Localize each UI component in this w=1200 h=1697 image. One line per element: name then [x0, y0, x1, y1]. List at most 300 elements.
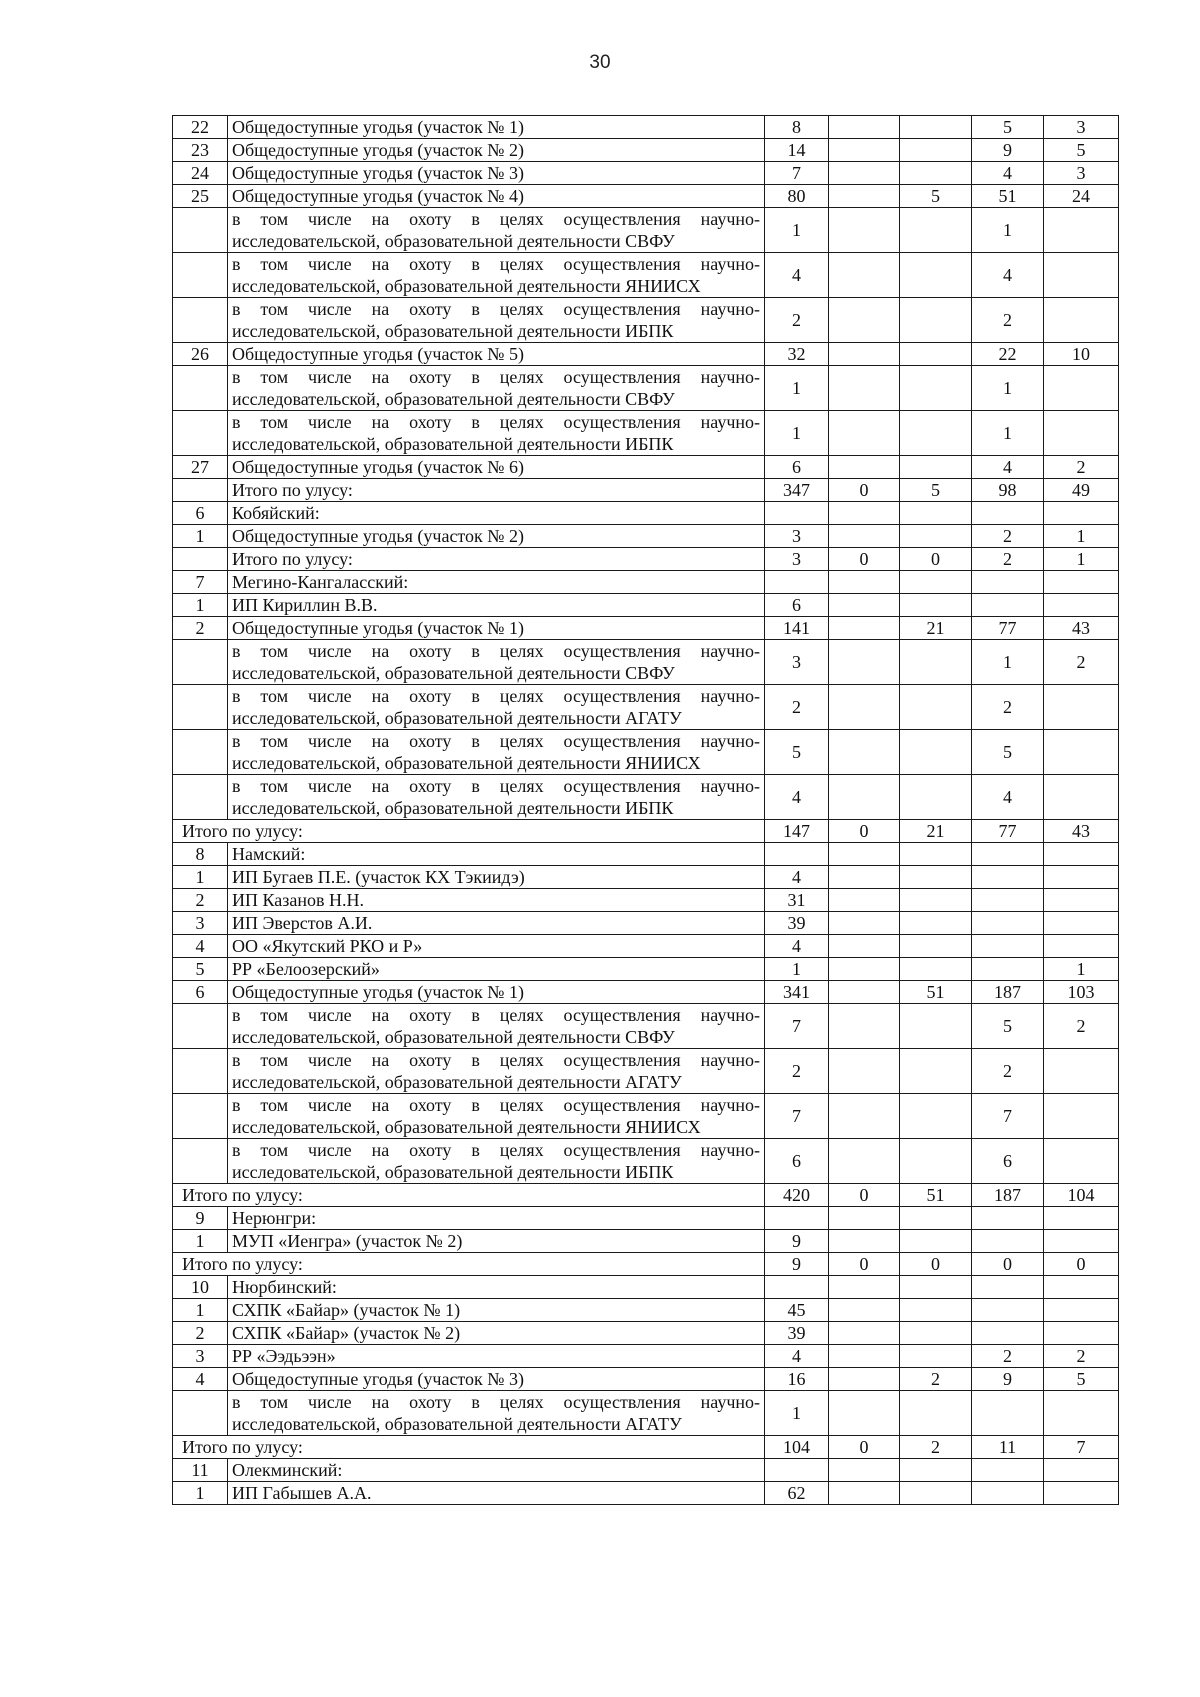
value-cell: 2 — [972, 1049, 1044, 1094]
value-cell — [829, 116, 900, 139]
table-row — [173, 889, 1119, 912]
value-cell — [972, 1322, 1044, 1345]
value-cell — [1044, 1482, 1119, 1505]
value-cell — [829, 571, 900, 594]
value-cell — [829, 343, 900, 366]
value-cell — [900, 1094, 972, 1139]
table-row — [173, 571, 1119, 594]
value-cell: 7 — [1044, 1436, 1119, 1459]
value-cell — [900, 1459, 972, 1482]
value-cell — [1044, 843, 1119, 866]
value-cell — [829, 1299, 900, 1322]
row-number — [173, 1004, 228, 1049]
value-cell: 9 — [765, 1253, 829, 1276]
row-number — [173, 730, 228, 775]
description-line-1: в том числе на охоту в целях осуществления научно- — [232, 299, 760, 319]
row-name: ИП Кириллин В.В. — [228, 594, 765, 617]
value-cell — [829, 253, 900, 298]
row-name: ОО «Якутский РКО и Р» — [228, 935, 765, 958]
value-cell — [972, 866, 1044, 889]
value-cell — [829, 843, 900, 866]
row-number — [173, 1391, 228, 1436]
description-line-1: в том числе на охоту в целях осуществления научно- — [232, 731, 760, 751]
value-cell — [900, 253, 972, 298]
description-line-2 — [232, 275, 760, 297]
value-cell: 2 — [900, 1436, 972, 1459]
row-name: Общедоступные угодья (участок № 3) — [228, 1368, 765, 1391]
row-name: Мегино-Кангаласский: — [228, 571, 765, 594]
value-cell: 2 — [1044, 1345, 1119, 1368]
value-cell: 2 — [972, 1345, 1044, 1368]
value-cell — [900, 502, 972, 525]
value-cell — [900, 116, 972, 139]
value-cell: 1 — [972, 366, 1044, 411]
table-subrow — [173, 1049, 1119, 1094]
description-line-2 — [232, 707, 760, 729]
value-cell — [829, 1482, 900, 1505]
row-name: Кобяйский: — [228, 502, 765, 525]
value-cell: 3 — [765, 548, 829, 571]
value-cell — [900, 366, 972, 411]
organization-name: ИБПК — [625, 798, 674, 818]
row-name: Олекминский: — [228, 1459, 765, 1482]
value-cell: 0 — [900, 548, 972, 571]
row-name: ИП Эверстов А.И. — [228, 912, 765, 935]
table-row — [173, 1368, 1119, 1391]
value-cell — [829, 411, 900, 456]
value-cell: 11 — [972, 1436, 1044, 1459]
table-row — [173, 617, 1119, 640]
value-cell: 3 — [1044, 116, 1119, 139]
description-prefix: исследовательской, образовательной деятельности — [232, 708, 626, 728]
value-cell: 2 — [972, 685, 1044, 730]
row-name: СХПК «Байар» (участок № 2) — [228, 1322, 765, 1345]
value-cell: 5 — [972, 116, 1044, 139]
value-cell: 187 — [972, 981, 1044, 1004]
organization-name: СВФУ — [625, 1027, 675, 1047]
description-prefix: исследовательской, образовательной деятельности — [232, 276, 626, 296]
table-row — [173, 1299, 1119, 1322]
value-cell: 103 — [1044, 981, 1119, 1004]
page-number: 30 — [589, 52, 611, 73]
value-cell — [900, 1482, 972, 1505]
row-number — [173, 1049, 228, 1094]
value-cell — [900, 343, 972, 366]
organization-name: СВФУ — [625, 231, 675, 251]
value-cell — [900, 912, 972, 935]
description-line-1: в том числе на охоту в целях осуществления научно- — [232, 412, 760, 432]
value-cell — [900, 594, 972, 617]
value-cell — [900, 571, 972, 594]
table-row — [173, 594, 1119, 617]
table-row — [173, 1482, 1119, 1505]
description-line-1: в том числе на охоту в целях осуществления научно- — [232, 209, 760, 229]
row-description — [228, 411, 765, 456]
row-name: РР «Белоозерский» — [228, 958, 765, 981]
value-cell: 4 — [972, 253, 1044, 298]
table-total-row — [173, 820, 1119, 843]
value-cell — [900, 935, 972, 958]
value-cell — [900, 1230, 972, 1253]
description-line-1: в том числе на охоту в целях осуществления научно- — [232, 367, 760, 387]
row-description — [228, 298, 765, 343]
row-name: СХПК «Байар» (участок № 1) — [228, 1299, 765, 1322]
value-cell — [829, 1004, 900, 1049]
row-number: 1 — [173, 594, 228, 617]
table-subrow — [173, 1004, 1119, 1049]
value-cell: 104 — [765, 1436, 829, 1459]
value-cell: 14 — [765, 139, 829, 162]
value-cell: 0 — [829, 1253, 900, 1276]
value-cell — [900, 685, 972, 730]
table-subrow — [173, 730, 1119, 775]
table-subrow — [173, 411, 1119, 456]
table-row — [173, 525, 1119, 548]
value-cell — [829, 594, 900, 617]
row-name: Нерюнгри: — [228, 1207, 765, 1230]
value-cell — [829, 162, 900, 185]
value-cell — [1044, 298, 1119, 343]
table-subrow — [173, 685, 1119, 730]
value-cell — [829, 456, 900, 479]
value-cell: 0 — [1044, 1253, 1119, 1276]
value-cell — [972, 502, 1044, 525]
row-description — [228, 640, 765, 685]
organization-name: АГАТУ — [625, 708, 682, 728]
value-cell — [1044, 730, 1119, 775]
organization-name: ЯНИИСХ — [625, 276, 701, 296]
value-cell — [900, 139, 972, 162]
value-cell: 22 — [972, 343, 1044, 366]
value-cell — [829, 912, 900, 935]
value-cell — [1044, 571, 1119, 594]
value-cell — [829, 958, 900, 981]
value-cell: 21 — [900, 617, 972, 640]
value-cell: 5 — [972, 730, 1044, 775]
description-prefix: исследовательской, образовательной деятельности — [232, 753, 626, 773]
row-name: Намский: — [228, 843, 765, 866]
value-cell: 2 — [972, 525, 1044, 548]
table-subrow — [173, 1391, 1119, 1436]
value-cell: 0 — [829, 1184, 900, 1207]
value-cell: 1 — [1044, 548, 1119, 571]
value-cell — [1044, 889, 1119, 912]
organization-name: ИБПК — [625, 1162, 674, 1182]
row-name: ИП Бугаев П.Е. (участок КХ Тэкиидэ) — [228, 866, 765, 889]
row-name: Итого по улусу: — [228, 548, 765, 571]
row-number: 6 — [173, 981, 228, 1004]
value-cell — [1044, 935, 1119, 958]
value-cell: 0 — [900, 1253, 972, 1276]
description-line-1: в том числе на охоту в целях осуществления научно- — [232, 1140, 760, 1160]
value-cell — [829, 208, 900, 253]
value-cell: 0 — [829, 548, 900, 571]
value-cell: 6 — [972, 1139, 1044, 1184]
description-line-1: в том числе на охоту в целях осуществления научно- — [232, 686, 760, 706]
value-cell: 77 — [972, 820, 1044, 843]
table-total-row — [173, 1184, 1119, 1207]
row-description — [228, 208, 765, 253]
value-cell: 3 — [1044, 162, 1119, 185]
value-cell — [1044, 1230, 1119, 1253]
value-cell — [900, 730, 972, 775]
value-cell: 51 — [900, 981, 972, 1004]
description-prefix: исследовательской, образовательной деятельности — [232, 434, 626, 454]
value-cell: 1 — [765, 958, 829, 981]
value-cell — [972, 1459, 1044, 1482]
value-cell: 187 — [972, 1184, 1044, 1207]
row-name: ИП Казанов Н.Н. — [228, 889, 765, 912]
value-cell: 4 — [765, 1345, 829, 1368]
value-cell: 51 — [900, 1184, 972, 1207]
value-cell: 6 — [765, 456, 829, 479]
description-line-2 — [232, 1026, 760, 1048]
row-number: 11 — [173, 1459, 228, 1482]
value-cell — [829, 1139, 900, 1184]
table-row — [173, 1459, 1119, 1482]
row-number — [173, 1139, 228, 1184]
value-cell — [1044, 866, 1119, 889]
row-number: 2 — [173, 889, 228, 912]
value-cell: 1 — [765, 208, 829, 253]
value-cell: 1 — [765, 1391, 829, 1436]
value-cell: 62 — [765, 1482, 829, 1505]
value-cell — [1044, 685, 1119, 730]
value-cell — [765, 1459, 829, 1482]
table-row — [173, 139, 1119, 162]
value-cell: 45 — [765, 1299, 829, 1322]
value-cell — [972, 594, 1044, 617]
table-subrow — [173, 640, 1119, 685]
value-cell — [900, 162, 972, 185]
row-name: Общедоступные угодья (участок № 6) — [228, 456, 765, 479]
value-cell — [1044, 502, 1119, 525]
value-cell — [900, 298, 972, 343]
value-cell: 347 — [765, 479, 829, 502]
value-cell — [1044, 775, 1119, 820]
description-line-2 — [232, 797, 760, 819]
value-cell: 51 — [972, 185, 1044, 208]
row-name: Общедоступные угодья (участок № 2) — [228, 525, 765, 548]
row-number — [173, 548, 228, 571]
value-cell: 5 — [900, 479, 972, 502]
value-cell: 5 — [1044, 139, 1119, 162]
value-cell: 21 — [900, 820, 972, 843]
value-cell: 2 — [972, 548, 1044, 571]
table-total-row — [173, 1253, 1119, 1276]
value-cell: 1 — [972, 640, 1044, 685]
table-subrow — [173, 775, 1119, 820]
description-prefix: исследовательской, образовательной деятельности — [232, 321, 626, 341]
row-name: Итого по улусу: — [173, 1436, 765, 1459]
value-cell: 77 — [972, 617, 1044, 640]
row-name: Нюрбинский: — [228, 1276, 765, 1299]
value-cell: 0 — [972, 1253, 1044, 1276]
table-subrow — [173, 366, 1119, 411]
value-cell: 39 — [765, 1322, 829, 1345]
row-number: 1 — [173, 866, 228, 889]
value-cell: 43 — [1044, 617, 1119, 640]
description-line-2 — [232, 1116, 760, 1138]
table-row — [173, 456, 1119, 479]
table-total-row — [173, 1436, 1119, 1459]
table-row — [173, 1207, 1119, 1230]
value-cell — [900, 1049, 972, 1094]
value-cell — [829, 889, 900, 912]
value-cell — [829, 775, 900, 820]
value-cell — [829, 1391, 900, 1436]
row-number: 7 — [173, 571, 228, 594]
value-cell — [900, 525, 972, 548]
value-cell: 2 — [765, 298, 829, 343]
value-cell — [829, 1049, 900, 1094]
row-description — [228, 1391, 765, 1436]
row-number: 26 — [173, 343, 228, 366]
value-cell — [829, 866, 900, 889]
table-row — [173, 935, 1119, 958]
row-number: 1 — [173, 525, 228, 548]
value-cell: 2 — [972, 298, 1044, 343]
row-name: Общедоступные угодья (участок № 1) — [228, 981, 765, 1004]
row-number: 2 — [173, 1322, 228, 1345]
description-prefix: исследовательской, образовательной деятельности — [232, 389, 626, 409]
row-number: 23 — [173, 139, 228, 162]
value-cell — [972, 912, 1044, 935]
value-cell — [765, 502, 829, 525]
value-cell — [972, 935, 1044, 958]
row-number: 1 — [173, 1230, 228, 1253]
value-cell — [829, 139, 900, 162]
value-cell: 7 — [765, 1004, 829, 1049]
value-cell — [900, 1139, 972, 1184]
value-cell: 5 — [765, 730, 829, 775]
description-line-2 — [232, 1413, 760, 1435]
value-cell: 80 — [765, 185, 829, 208]
value-cell — [1044, 1139, 1119, 1184]
value-cell: 7 — [765, 162, 829, 185]
value-cell: 24 — [1044, 185, 1119, 208]
quota-table — [172, 115, 1119, 1505]
value-cell: 1 — [765, 366, 829, 411]
value-cell: 420 — [765, 1184, 829, 1207]
table-subrow — [173, 208, 1119, 253]
value-cell: 5 — [900, 185, 972, 208]
value-cell — [829, 298, 900, 343]
row-name: ИП Габышев А.А. — [228, 1482, 765, 1505]
row-number: 1 — [173, 1299, 228, 1322]
value-cell — [765, 571, 829, 594]
row-number: 25 — [173, 185, 228, 208]
table-row — [173, 1345, 1119, 1368]
value-cell: 5 — [1044, 1368, 1119, 1391]
row-number — [173, 640, 228, 685]
description-line-1: в том числе на охоту в целях осуществления научно- — [232, 1095, 760, 1115]
value-cell — [900, 958, 972, 981]
value-cell: 104 — [1044, 1184, 1119, 1207]
row-description — [228, 775, 765, 820]
table-row — [173, 548, 1119, 571]
value-cell — [829, 935, 900, 958]
row-name: Общедоступные угодья (участок № 1) — [228, 617, 765, 640]
row-number — [173, 685, 228, 730]
value-cell — [972, 1391, 1044, 1436]
row-name: Итого по улусу: — [173, 1184, 765, 1207]
value-cell — [900, 456, 972, 479]
value-cell — [900, 1207, 972, 1230]
value-cell: 4 — [765, 866, 829, 889]
value-cell — [829, 1459, 900, 1482]
row-description — [228, 366, 765, 411]
value-cell: 4 — [765, 253, 829, 298]
value-cell — [829, 981, 900, 1004]
value-cell: 3 — [765, 525, 829, 548]
row-name: МУП «Иенгра» (участок № 2) — [228, 1230, 765, 1253]
value-cell: 10 — [1044, 343, 1119, 366]
value-cell: 7 — [972, 1094, 1044, 1139]
value-cell — [900, 640, 972, 685]
description-line-1: в том числе на охоту в целях осуществления научно- — [232, 1005, 760, 1025]
row-number: 9 — [173, 1207, 228, 1230]
description-prefix: исследовательской, образовательной деятельности — [232, 231, 626, 251]
value-cell: 7 — [765, 1094, 829, 1139]
row-name: РР «Ээдьээн» — [228, 1345, 765, 1368]
value-cell: 0 — [829, 479, 900, 502]
value-cell — [900, 1345, 972, 1368]
value-cell — [1044, 1094, 1119, 1139]
value-cell — [972, 1276, 1044, 1299]
row-number: 3 — [173, 912, 228, 935]
value-cell — [829, 617, 900, 640]
row-number — [173, 411, 228, 456]
row-name: Общедоступные угодья (участок № 5) — [228, 343, 765, 366]
value-cell — [765, 1207, 829, 1230]
organization-name: СВФУ — [625, 663, 675, 683]
table-subrow — [173, 1094, 1119, 1139]
value-cell — [900, 843, 972, 866]
table-row — [173, 843, 1119, 866]
table-row — [173, 343, 1119, 366]
description-line-1: в том числе на охоту в целях осуществления научно- — [232, 254, 760, 274]
value-cell — [829, 730, 900, 775]
value-cell: 5 — [972, 1004, 1044, 1049]
description-prefix: исследовательской, образовательной деятельности — [232, 798, 626, 818]
table-row — [173, 185, 1119, 208]
value-cell — [1044, 1207, 1119, 1230]
value-cell — [829, 685, 900, 730]
description-line-2 — [232, 662, 760, 684]
value-cell — [1044, 594, 1119, 617]
row-number: 10 — [173, 1276, 228, 1299]
value-cell: 1 — [972, 208, 1044, 253]
row-number — [173, 479, 228, 502]
value-cell — [765, 843, 829, 866]
value-cell: 2 — [1044, 456, 1119, 479]
organization-name: СВФУ — [625, 389, 675, 409]
value-cell: 4 — [765, 935, 829, 958]
description-prefix: исследовательской, образовательной деятельности — [232, 1072, 626, 1092]
value-cell — [1044, 1459, 1119, 1482]
description-line-1: в том числе на охоту в целях осуществления научно- — [232, 1050, 760, 1070]
value-cell: 2 — [765, 685, 829, 730]
value-cell — [1044, 1049, 1119, 1094]
description-line-2 — [232, 433, 760, 455]
row-name: Общедоступные угодья (участок № 1) — [228, 116, 765, 139]
value-cell: 4 — [765, 775, 829, 820]
value-cell — [972, 1482, 1044, 1505]
value-cell: 39 — [765, 912, 829, 935]
row-description — [228, 1139, 765, 1184]
value-cell — [972, 843, 1044, 866]
